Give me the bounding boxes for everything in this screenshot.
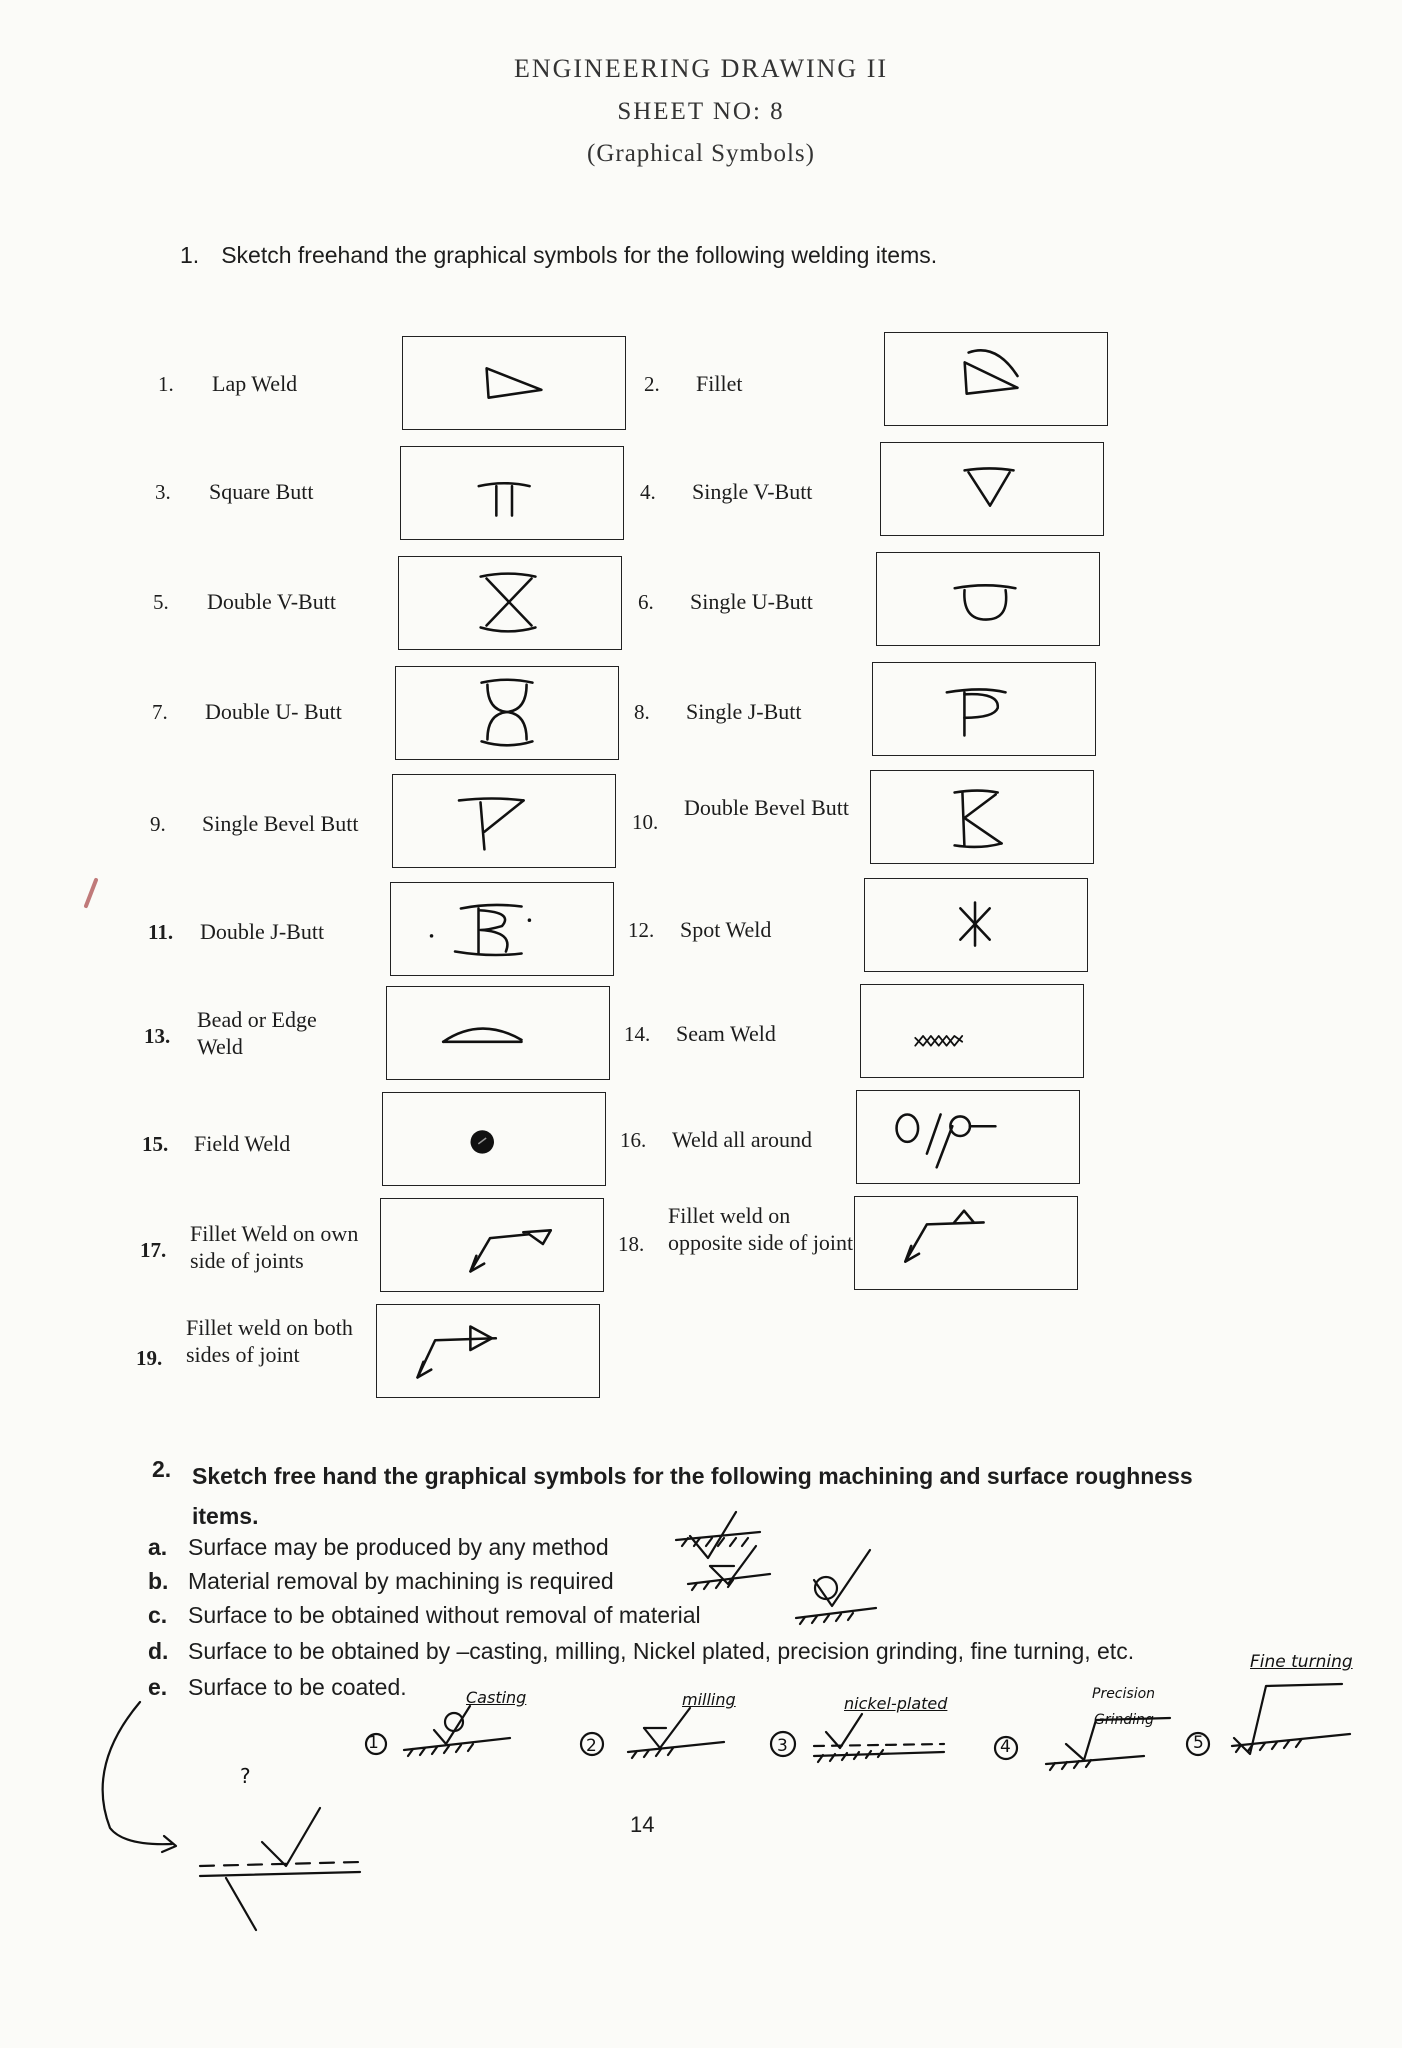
item-number: 11. <box>148 920 174 944</box>
question-1-text: Sketch freehand the graphical symbols for the following welding items. <box>221 242 938 268</box>
item-text: Material removal by machining is required <box>188 1568 614 1594</box>
weld-row <box>0 770 1402 866</box>
symbol-box <box>856 1090 1080 1184</box>
symbol-box <box>390 882 614 976</box>
symbol-box <box>884 332 1108 426</box>
bead-edge-weld-icon <box>387 987 609 1079</box>
item-number: 8. <box>634 700 650 724</box>
surface-casting-icon <box>366 1706 510 1756</box>
item-letter: e. <box>148 1674 168 1700</box>
double-j-butt-icon <box>391 883 613 975</box>
symbol-box <box>876 552 1100 646</box>
casting-note: Casting <box>466 1688 527 1707</box>
item-number: 19. <box>136 1346 163 1370</box>
sheet-subtitle: (Graphical Symbols) <box>587 140 815 167</box>
item-label: Double U- Butt <box>205 699 342 724</box>
single-v-butt-icon <box>881 443 1103 535</box>
weld-row <box>0 1304 1402 1400</box>
item-label: Double V-Butt <box>207 589 336 614</box>
item-number: 16. <box>620 1128 647 1152</box>
symbol-box <box>880 442 1104 536</box>
item-letter: d. <box>148 1638 169 1664</box>
item-label: Single V-Butt <box>692 479 813 504</box>
weld-row <box>0 1092 1402 1188</box>
single-u-butt-icon <box>877 553 1099 645</box>
item-text: Surface to be obtained by –casting, milling, Nickel plated, precision grinding, fine turning, etc. <box>188 1638 1135 1664</box>
precision-note: Precision <box>1092 1686 1156 1702</box>
milling-note: milling <box>682 1690 736 1709</box>
sheet-number: SHEET NO: 8 <box>617 98 785 125</box>
item-label: Field Weld <box>194 1131 291 1156</box>
question-2-text: Sketch free hand the graphical symbols for the following machining and surface roughness items. <box>192 1463 1193 1529</box>
surface-nickel-plated-icon <box>771 1714 944 1762</box>
grinding-note: Grinding <box>1094 1712 1154 1728</box>
symbol-box <box>386 986 610 1080</box>
item-number: 17. <box>140 1238 167 1262</box>
fillet-triangle-icon <box>885 333 1107 425</box>
circled-number: 1 <box>368 1733 379 1753</box>
item-label: Fillet Weld on own side of joints <box>190 1221 359 1273</box>
item-label: Fillet weld on opposite side of joint <box>668 1203 854 1255</box>
circled-number: 2 <box>586 1736 597 1756</box>
item-number: 5. <box>153 590 169 614</box>
weld-row <box>0 440 1402 536</box>
list-item <box>148 1674 407 1701</box>
symbol-box <box>402 336 626 430</box>
double-u-butt-icon <box>396 667 618 759</box>
item-text: Surface to be coated. <box>188 1674 407 1700</box>
symbol-box <box>400 446 624 540</box>
surface-milling-icon <box>581 1708 724 1758</box>
item-letter: a. <box>148 1534 168 1560</box>
symbol-box <box>392 774 616 868</box>
item-text: Surface to be obtained without removal of material <box>188 1602 701 1628</box>
lap-weld-triangle-icon <box>403 337 625 429</box>
fillet-both-sides-icon <box>377 1305 599 1397</box>
surface-fine-turning-icon <box>1187 1684 1350 1755</box>
item-number: 12. <box>628 918 655 942</box>
weld-row <box>0 550 1402 646</box>
list-item <box>148 1602 701 1629</box>
list-item <box>148 1568 614 1595</box>
question-2-number: 2. <box>152 1456 172 1482</box>
item-label: Seam Weld <box>676 1021 776 1046</box>
item-letter: b. <box>148 1568 169 1594</box>
sheet-title: ENGINEERING DRAWING II <box>513 54 889 83</box>
symbol-box <box>382 1092 606 1186</box>
field-weld-icon <box>383 1093 605 1185</box>
item-label: Double Bevel Butt <box>684 795 849 820</box>
item-text: Surface may be produced by any method <box>188 1534 609 1560</box>
surface-coated-icon <box>103 1702 360 1930</box>
symbol-box <box>398 556 622 650</box>
fine-turning-note: Fine turning <box>1250 1652 1353 1672</box>
symbol-box <box>380 1198 604 1292</box>
fillet-opposite-side-icon <box>855 1197 1077 1289</box>
page-number: 14 <box>630 1812 655 1837</box>
weld-all-around-icon <box>857 1091 1079 1183</box>
item-number: 7. <box>152 700 168 724</box>
symbol-box <box>864 878 1088 972</box>
list-item <box>148 1534 609 1561</box>
circled-number: 4 <box>1000 1737 1011 1757</box>
item-label: Weld all around <box>672 1127 812 1152</box>
item-label: Spot Weld <box>680 917 772 942</box>
item-label: Single U-Butt <box>690 589 813 614</box>
item-number: 2. <box>644 372 660 396</box>
item-label: Fillet <box>696 371 743 396</box>
item-label: Square Butt <box>209 479 314 504</box>
item-number: 9. <box>150 812 166 836</box>
symbol-box <box>870 770 1094 864</box>
question-1 <box>180 242 937 269</box>
item-number: 15. <box>142 1132 169 1156</box>
question-1-number: 1. <box>180 242 200 268</box>
weld-row <box>0 878 1402 974</box>
weld-row <box>0 1198 1402 1294</box>
item-label: Single Bevel Butt <box>202 811 359 836</box>
square-butt-icon <box>401 447 623 539</box>
item-number: 14. <box>624 1022 651 1046</box>
weld-row <box>0 660 1402 756</box>
double-bevel-butt-icon <box>871 771 1093 863</box>
item-number: 18. <box>618 1232 645 1256</box>
seam-weld-icon <box>861 985 1083 1077</box>
surface-no-removal-icon <box>796 1550 876 1624</box>
weld-row <box>0 986 1402 1082</box>
double-v-butt-icon <box>399 557 621 649</box>
symbol-box <box>395 666 619 760</box>
weld-row <box>0 330 1402 426</box>
item-label: Fillet weld on both sides of joint <box>186 1315 353 1367</box>
item-number: 1. <box>158 372 174 396</box>
item-label: Lap Weld <box>212 371 298 396</box>
item-letter: c. <box>148 1602 168 1628</box>
surface-machining-icon <box>688 1546 770 1590</box>
list-item <box>148 1638 1134 1665</box>
circled-number: 3 <box>777 1736 788 1756</box>
question-2 <box>152 1456 171 1483</box>
item-label: Bead or Edge Weld <box>197 1007 317 1059</box>
item-number: 4. <box>640 480 656 504</box>
single-bevel-butt-icon <box>393 775 615 867</box>
single-j-butt-icon <box>873 663 1095 755</box>
spot-weld-icon <box>865 879 1087 971</box>
item-number: 3. <box>155 480 171 504</box>
question-mark-note: ? <box>240 1764 251 1788</box>
symbol-box <box>860 984 1084 1078</box>
item-label: Single J-Butt <box>686 699 802 724</box>
item-label: Double J-Butt <box>200 919 325 944</box>
item-number: 10. <box>632 810 659 834</box>
symbol-box <box>854 1196 1078 1290</box>
circled-number: 5 <box>1193 1733 1204 1753</box>
symbol-box <box>872 662 1096 756</box>
item-number: 6. <box>638 590 654 614</box>
item-number: 13. <box>144 1024 171 1048</box>
symbol-box <box>376 1304 600 1398</box>
fillet-own-side-icon <box>381 1199 603 1291</box>
nickel-plated-note: nickel-plated <box>844 1694 948 1713</box>
